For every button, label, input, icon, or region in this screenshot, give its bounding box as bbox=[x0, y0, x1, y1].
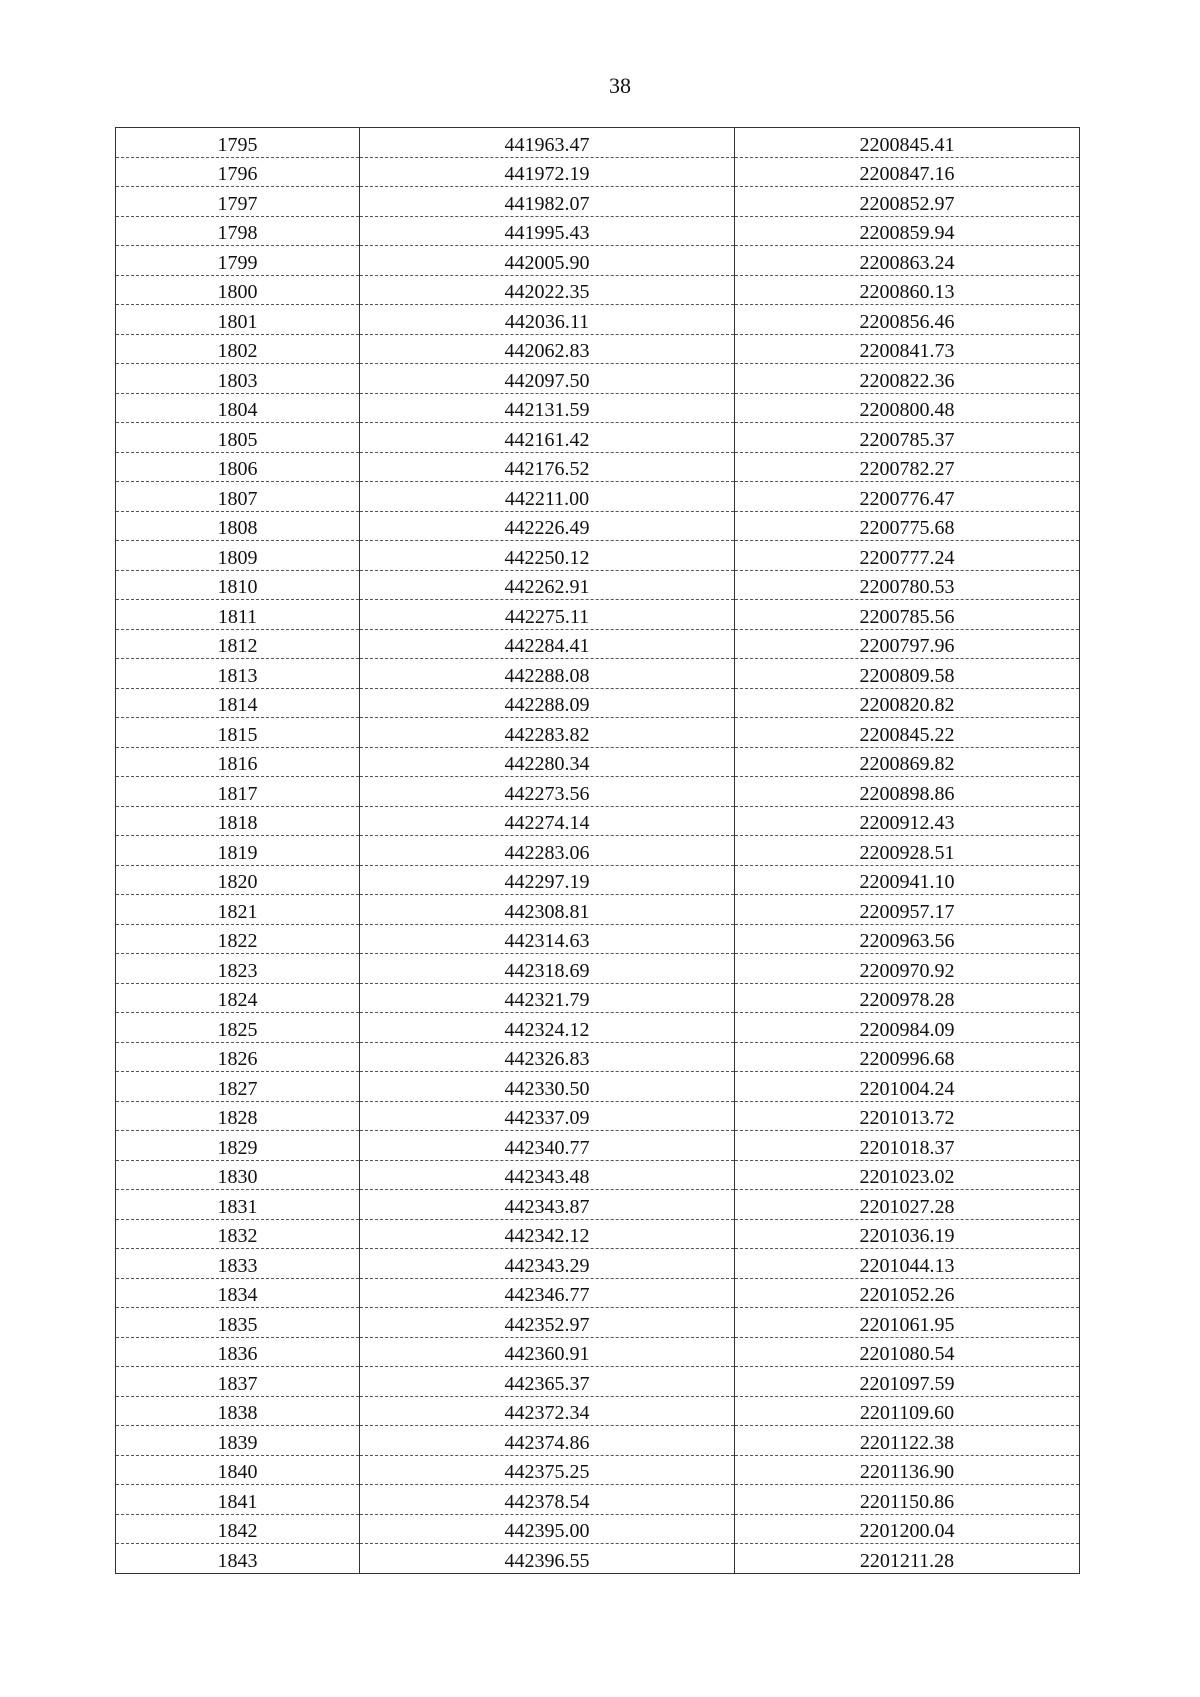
table-row bbox=[116, 1544, 1080, 1574]
x-coordinate-cell: 442262.91 bbox=[360, 570, 735, 600]
table-row bbox=[116, 806, 1080, 836]
x-coordinate-cell: 442321.79 bbox=[360, 983, 735, 1013]
y-coordinate-cell: 2200841.73 bbox=[735, 334, 1080, 364]
point-number-cell: 1805 bbox=[116, 423, 360, 453]
table-row bbox=[116, 393, 1080, 423]
point-number-cell: 1815 bbox=[116, 718, 360, 748]
y-coordinate-cell: 2200963.56 bbox=[735, 924, 1080, 954]
table-row bbox=[116, 482, 1080, 512]
x-coordinate-cell: 442346.77 bbox=[360, 1278, 735, 1308]
table-row bbox=[116, 865, 1080, 895]
point-number-cell: 1824 bbox=[116, 983, 360, 1013]
x-coordinate-cell: 442005.90 bbox=[360, 246, 735, 276]
point-number-cell: 1838 bbox=[116, 1396, 360, 1426]
point-number-cell: 1796 bbox=[116, 157, 360, 187]
x-coordinate-cell: 442343.29 bbox=[360, 1249, 735, 1279]
y-coordinate-cell: 2200859.94 bbox=[735, 216, 1080, 246]
y-coordinate-cell: 2200847.16 bbox=[735, 157, 1080, 187]
table-row bbox=[116, 1072, 1080, 1102]
y-coordinate-cell: 2201013.72 bbox=[735, 1101, 1080, 1131]
table-row bbox=[116, 511, 1080, 541]
y-coordinate-cell: 2200863.24 bbox=[735, 246, 1080, 276]
x-coordinate-cell: 442283.82 bbox=[360, 718, 735, 748]
y-coordinate-cell: 2201200.04 bbox=[735, 1514, 1080, 1544]
y-coordinate-cell: 2200856.46 bbox=[735, 305, 1080, 335]
point-number-cell: 1834 bbox=[116, 1278, 360, 1308]
y-coordinate-cell: 2200820.82 bbox=[735, 688, 1080, 718]
table-row bbox=[116, 1308, 1080, 1338]
point-number-cell: 1818 bbox=[116, 806, 360, 836]
x-coordinate-cell: 441963.47 bbox=[360, 128, 735, 158]
y-coordinate-cell: 2201023.02 bbox=[735, 1160, 1080, 1190]
table-row bbox=[116, 1013, 1080, 1043]
x-coordinate-cell: 442226.49 bbox=[360, 511, 735, 541]
y-coordinate-cell: 2200928.51 bbox=[735, 836, 1080, 866]
table-row bbox=[116, 688, 1080, 718]
table-row bbox=[116, 1337, 1080, 1367]
y-coordinate-cell: 2200970.92 bbox=[735, 954, 1080, 984]
table-row bbox=[116, 836, 1080, 866]
table-row bbox=[116, 1249, 1080, 1279]
y-coordinate-cell: 2201122.38 bbox=[735, 1426, 1080, 1456]
table-row bbox=[116, 305, 1080, 335]
y-coordinate-cell: 2201044.13 bbox=[735, 1249, 1080, 1279]
y-coordinate-cell: 2200822.36 bbox=[735, 364, 1080, 394]
point-number-cell: 1801 bbox=[116, 305, 360, 335]
point-number-cell: 1833 bbox=[116, 1249, 360, 1279]
y-coordinate-cell: 2200978.28 bbox=[735, 983, 1080, 1013]
x-coordinate-cell: 442288.08 bbox=[360, 659, 735, 689]
y-coordinate-cell: 2200912.43 bbox=[735, 806, 1080, 836]
y-coordinate-cell: 2200785.37 bbox=[735, 423, 1080, 453]
x-coordinate-cell: 442375.25 bbox=[360, 1455, 735, 1485]
x-coordinate-cell: 441995.43 bbox=[360, 216, 735, 246]
x-coordinate-cell: 442097.50 bbox=[360, 364, 735, 394]
x-coordinate-cell: 442308.81 bbox=[360, 895, 735, 925]
table-row bbox=[116, 541, 1080, 571]
table-row bbox=[116, 1190, 1080, 1220]
x-coordinate-cell: 442283.06 bbox=[360, 836, 735, 866]
x-coordinate-cell: 442161.42 bbox=[360, 423, 735, 453]
point-number-cell: 1843 bbox=[116, 1544, 360, 1574]
y-coordinate-cell: 2200898.86 bbox=[735, 777, 1080, 807]
point-number-cell: 1832 bbox=[116, 1219, 360, 1249]
table-row bbox=[116, 1101, 1080, 1131]
point-number-cell: 1808 bbox=[116, 511, 360, 541]
point-number-cell: 1812 bbox=[116, 629, 360, 659]
point-number-cell: 1826 bbox=[116, 1042, 360, 1072]
y-coordinate-cell: 2201150.86 bbox=[735, 1485, 1080, 1515]
y-coordinate-cell: 2200809.58 bbox=[735, 659, 1080, 689]
point-number-cell: 1840 bbox=[116, 1455, 360, 1485]
point-number-cell: 1811 bbox=[116, 600, 360, 630]
point-number-cell: 1820 bbox=[116, 865, 360, 895]
x-coordinate-cell: 442314.63 bbox=[360, 924, 735, 954]
x-coordinate-cell: 442340.77 bbox=[360, 1131, 735, 1161]
x-coordinate-cell: 442326.83 bbox=[360, 1042, 735, 1072]
point-number-cell: 1842 bbox=[116, 1514, 360, 1544]
y-coordinate-cell: 2200860.13 bbox=[735, 275, 1080, 305]
y-coordinate-cell: 2200800.48 bbox=[735, 393, 1080, 423]
point-number-cell: 1829 bbox=[116, 1131, 360, 1161]
y-coordinate-cell: 2201211.28 bbox=[735, 1544, 1080, 1574]
coordinates-table-body bbox=[116, 128, 1080, 1574]
point-number-cell: 1836 bbox=[116, 1337, 360, 1367]
x-coordinate-cell: 442275.11 bbox=[360, 600, 735, 630]
table-row bbox=[116, 895, 1080, 925]
x-coordinate-cell: 442360.91 bbox=[360, 1337, 735, 1367]
point-number-cell: 1828 bbox=[116, 1101, 360, 1131]
point-number-cell: 1821 bbox=[116, 895, 360, 925]
x-coordinate-cell: 442337.09 bbox=[360, 1101, 735, 1131]
x-coordinate-cell: 442343.87 bbox=[360, 1190, 735, 1220]
point-number-cell: 1795 bbox=[116, 128, 360, 158]
point-number-cell: 1822 bbox=[116, 924, 360, 954]
table-row bbox=[116, 747, 1080, 777]
point-number-cell: 1807 bbox=[116, 482, 360, 512]
x-coordinate-cell: 442343.48 bbox=[360, 1160, 735, 1190]
point-number-cell: 1813 bbox=[116, 659, 360, 689]
y-coordinate-cell: 2201136.90 bbox=[735, 1455, 1080, 1485]
y-coordinate-cell: 2200776.47 bbox=[735, 482, 1080, 512]
point-number-cell: 1831 bbox=[116, 1190, 360, 1220]
y-coordinate-cell: 2201036.19 bbox=[735, 1219, 1080, 1249]
x-coordinate-cell: 442176.52 bbox=[360, 452, 735, 482]
table-row bbox=[116, 983, 1080, 1013]
table-row bbox=[116, 777, 1080, 807]
x-coordinate-cell: 442297.19 bbox=[360, 865, 735, 895]
table-row bbox=[116, 1485, 1080, 1515]
point-number-cell: 1810 bbox=[116, 570, 360, 600]
y-coordinate-cell: 2201004.24 bbox=[735, 1072, 1080, 1102]
point-number-cell: 1817 bbox=[116, 777, 360, 807]
point-number-cell: 1819 bbox=[116, 836, 360, 866]
coordinates-table bbox=[115, 127, 1080, 1574]
table-row bbox=[116, 452, 1080, 482]
x-coordinate-cell: 442330.50 bbox=[360, 1072, 735, 1102]
point-number-cell: 1802 bbox=[116, 334, 360, 364]
y-coordinate-cell: 2200775.68 bbox=[735, 511, 1080, 541]
x-coordinate-cell: 442374.86 bbox=[360, 1426, 735, 1456]
x-coordinate-cell: 442365.37 bbox=[360, 1367, 735, 1397]
table-row bbox=[116, 659, 1080, 689]
point-number-cell: 1830 bbox=[116, 1160, 360, 1190]
x-coordinate-cell: 442280.34 bbox=[360, 747, 735, 777]
table-row bbox=[116, 216, 1080, 246]
y-coordinate-cell: 2200785.56 bbox=[735, 600, 1080, 630]
point-number-cell: 1800 bbox=[116, 275, 360, 305]
x-coordinate-cell: 442211.00 bbox=[360, 482, 735, 512]
y-coordinate-cell: 2200845.41 bbox=[735, 128, 1080, 158]
table-row bbox=[116, 334, 1080, 364]
y-coordinate-cell: 2200845.22 bbox=[735, 718, 1080, 748]
y-coordinate-cell: 2200996.68 bbox=[735, 1042, 1080, 1072]
table-row bbox=[116, 600, 1080, 630]
point-number-cell: 1823 bbox=[116, 954, 360, 984]
y-coordinate-cell: 2201052.26 bbox=[735, 1278, 1080, 1308]
y-coordinate-cell: 2200797.96 bbox=[735, 629, 1080, 659]
table-row bbox=[116, 1514, 1080, 1544]
x-coordinate-cell: 441982.07 bbox=[360, 187, 735, 217]
x-coordinate-cell: 442342.12 bbox=[360, 1219, 735, 1249]
y-coordinate-cell: 2201061.95 bbox=[735, 1308, 1080, 1338]
table-row bbox=[116, 1131, 1080, 1161]
point-number-cell: 1837 bbox=[116, 1367, 360, 1397]
table-row bbox=[116, 1219, 1080, 1249]
x-coordinate-cell: 442284.41 bbox=[360, 629, 735, 659]
x-coordinate-cell: 442274.14 bbox=[360, 806, 735, 836]
table-row bbox=[116, 1042, 1080, 1072]
x-coordinate-cell: 442036.11 bbox=[360, 305, 735, 335]
point-number-cell: 1809 bbox=[116, 541, 360, 571]
y-coordinate-cell: 2201080.54 bbox=[735, 1337, 1080, 1367]
table-row bbox=[116, 954, 1080, 984]
table-row bbox=[116, 718, 1080, 748]
table-row bbox=[116, 1396, 1080, 1426]
y-coordinate-cell: 2201097.59 bbox=[735, 1367, 1080, 1397]
table-row bbox=[116, 1367, 1080, 1397]
table-row bbox=[116, 1455, 1080, 1485]
x-coordinate-cell: 442250.12 bbox=[360, 541, 735, 571]
point-number-cell: 1816 bbox=[116, 747, 360, 777]
table-row bbox=[116, 1160, 1080, 1190]
table-row bbox=[116, 275, 1080, 305]
x-coordinate-cell: 442288.09 bbox=[360, 688, 735, 718]
point-number-cell: 1825 bbox=[116, 1013, 360, 1043]
table-row bbox=[116, 570, 1080, 600]
y-coordinate-cell: 2201109.60 bbox=[735, 1396, 1080, 1426]
point-number-cell: 1799 bbox=[116, 246, 360, 276]
point-number-cell: 1814 bbox=[116, 688, 360, 718]
point-number-cell: 1835 bbox=[116, 1308, 360, 1338]
point-number-cell: 1804 bbox=[116, 393, 360, 423]
point-number-cell: 1827 bbox=[116, 1072, 360, 1102]
table-row bbox=[116, 128, 1080, 158]
table-row bbox=[116, 187, 1080, 217]
table-row bbox=[116, 246, 1080, 276]
table-row bbox=[116, 364, 1080, 394]
y-coordinate-cell: 2200777.24 bbox=[735, 541, 1080, 571]
x-coordinate-cell: 442062.83 bbox=[360, 334, 735, 364]
table-row bbox=[116, 157, 1080, 187]
y-coordinate-cell: 2200869.82 bbox=[735, 747, 1080, 777]
point-number-cell: 1798 bbox=[116, 216, 360, 246]
table-row bbox=[116, 924, 1080, 954]
x-coordinate-cell: 442022.35 bbox=[360, 275, 735, 305]
table-row bbox=[116, 1426, 1080, 1456]
table-row bbox=[116, 1278, 1080, 1308]
x-coordinate-cell: 442318.69 bbox=[360, 954, 735, 984]
x-coordinate-cell: 441972.19 bbox=[360, 157, 735, 187]
x-coordinate-cell: 442395.00 bbox=[360, 1514, 735, 1544]
x-coordinate-cell: 442273.56 bbox=[360, 777, 735, 807]
y-coordinate-cell: 2200941.10 bbox=[735, 865, 1080, 895]
y-coordinate-cell: 2201018.37 bbox=[735, 1131, 1080, 1161]
table-row bbox=[116, 423, 1080, 453]
x-coordinate-cell: 442324.12 bbox=[360, 1013, 735, 1043]
y-coordinate-cell: 2200780.53 bbox=[735, 570, 1080, 600]
y-coordinate-cell: 2200984.09 bbox=[735, 1013, 1080, 1043]
x-coordinate-cell: 442396.55 bbox=[360, 1544, 735, 1574]
table-row bbox=[116, 629, 1080, 659]
y-coordinate-cell: 2200957.17 bbox=[735, 895, 1080, 925]
x-coordinate-cell: 442372.34 bbox=[360, 1396, 735, 1426]
y-coordinate-cell: 2200782.27 bbox=[735, 452, 1080, 482]
point-number-cell: 1841 bbox=[116, 1485, 360, 1515]
x-coordinate-cell: 442352.97 bbox=[360, 1308, 735, 1338]
point-number-cell: 1839 bbox=[116, 1426, 360, 1456]
y-coordinate-cell: 2201027.28 bbox=[735, 1190, 1080, 1220]
page-number: 38 bbox=[609, 73, 631, 98]
point-number-cell: 1797 bbox=[116, 187, 360, 217]
x-coordinate-cell: 442378.54 bbox=[360, 1485, 735, 1515]
x-coordinate-cell: 442131.59 bbox=[360, 393, 735, 423]
y-coordinate-cell: 2200852.97 bbox=[735, 187, 1080, 217]
point-number-cell: 1803 bbox=[116, 364, 360, 394]
point-number-cell: 1806 bbox=[116, 452, 360, 482]
